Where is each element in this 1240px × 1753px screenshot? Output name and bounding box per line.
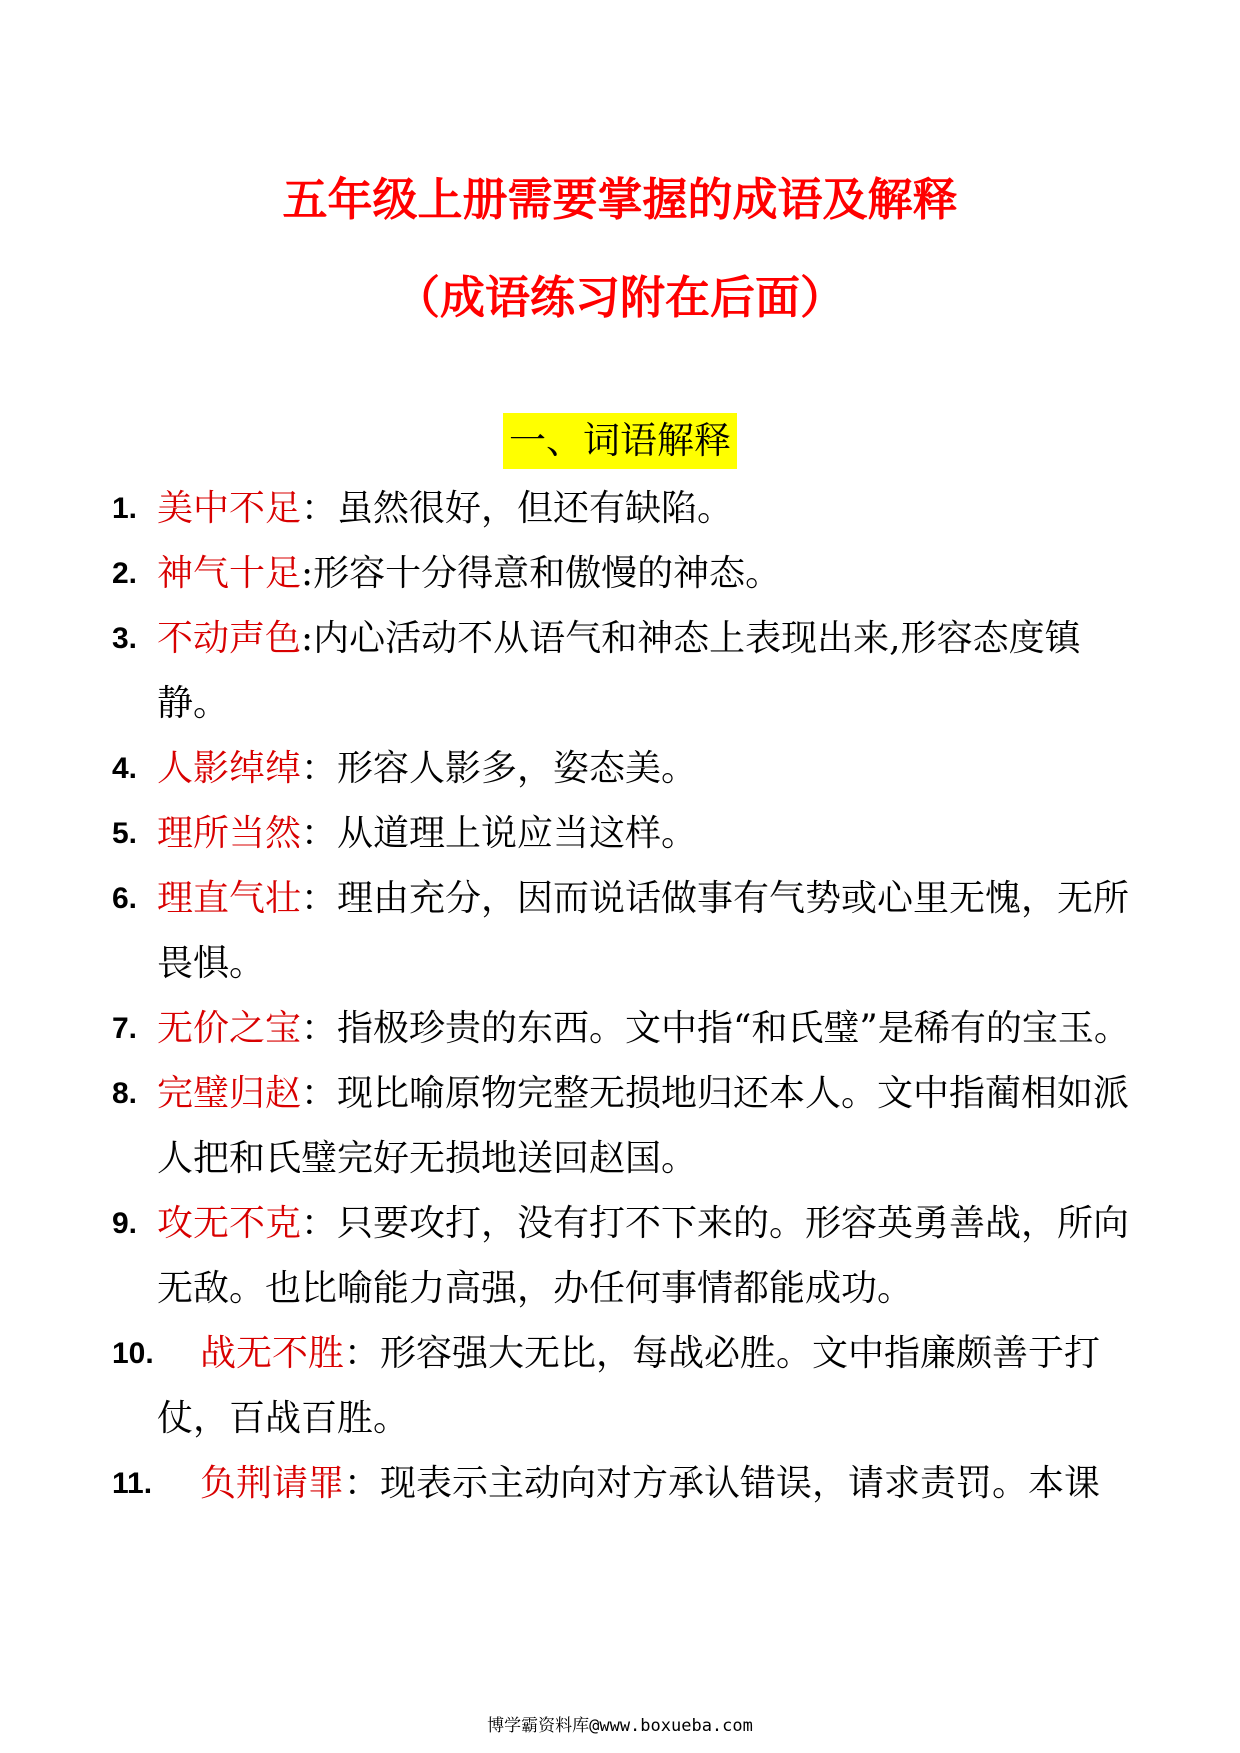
footer-watermark: 博学霸资料库@www.boxueba.com [487, 1716, 753, 1736]
section-heading-text: 一、词语解释 [503, 413, 737, 469]
item-number: 1. [112, 492, 138, 525]
list-item [112, 476, 1130, 541]
list-item [112, 866, 1130, 996]
idiom-definition: 内心活动不从语气和神态上表现出来,形容态度镇静。 [157, 618, 1081, 724]
idiom-list [112, 476, 1130, 1516]
item-number: 11. [112, 1467, 153, 1500]
item-number: 6. [112, 882, 138, 915]
separator: : [301, 553, 314, 594]
item-number: 10. [112, 1337, 154, 1370]
idiom-definition: 从道理上说应当这样。 [337, 813, 698, 854]
idiom-term: 完璧归赵 [157, 1073, 302, 1114]
item-number: 9. [112, 1207, 138, 1240]
item-number: 4. [112, 752, 138, 785]
idiom-definition: 指极珍贵的东西。文中指“和氏璧”是稀有的宝玉。 [337, 1008, 1130, 1049]
list-item [112, 1451, 1130, 1516]
separator: ： [301, 813, 338, 854]
item-number: 2. [112, 557, 138, 590]
idiom-definition: 形容人影多，姿态美。 [337, 748, 698, 789]
idiom-term: 神气十足 [157, 553, 302, 594]
idiom-term: 理直气壮 [157, 878, 302, 919]
item-number: 5. [112, 817, 138, 850]
page-subtitle: （成语练习附在后面） [394, 271, 845, 324]
idiom-term: 攻无不克 [157, 1203, 302, 1244]
idiom-definition: 只要攻打，没有打不下来的。形容英勇善战，所向无敌。也比喻能力高强，办任何事情都能成功。 [157, 1203, 1130, 1309]
list-item [112, 996, 1130, 1061]
idiom-definition: 形容十分得意和傲慢的神态。 [313, 553, 782, 594]
item-number: 3. [112, 622, 138, 655]
idiom-definition: 现比喻原物完整无损地归还本人。文中指蔺相如派人把和氏璧完好无损地送回赵国。 [157, 1073, 1130, 1179]
list-item [112, 606, 1130, 736]
separator: ： [301, 488, 338, 529]
page-title: 五年级上册需要掌握的成语及解释 [282, 173, 958, 226]
separator: : [301, 618, 314, 659]
separator: ： [301, 1203, 338, 1244]
separator: ： [344, 1333, 381, 1374]
separator: ： [344, 1463, 381, 1504]
idiom-term: 战无不胜 [200, 1333, 345, 1374]
list-item [112, 1191, 1130, 1321]
separator: ： [301, 1008, 338, 1049]
list-item [112, 801, 1130, 866]
idiom-term: 美中不足 [157, 488, 302, 529]
item-number: 7. [112, 1012, 138, 1045]
separator: ： [301, 1073, 338, 1114]
idiom-term: 不动声色 [157, 618, 302, 659]
separator: ： [301, 748, 338, 789]
idiom-term: 负荆请罪 [200, 1463, 345, 1504]
idiom-term: 人影绰绰 [157, 748, 302, 789]
idiom-definition: 虽然很好，但还有缺陷。 [337, 488, 734, 529]
idiom-definition: 理由充分，因而说话做事有气势或心里无愧，无所畏惧。 [157, 878, 1130, 984]
idiom-term: 理所当然 [157, 813, 302, 854]
idiom-term: 无价之宝 [157, 1008, 302, 1049]
list-item [112, 1321, 1130, 1451]
list-item [112, 1061, 1130, 1191]
idiom-definition: 现表示主动向对方承认错误，请求责罚。本课 [380, 1463, 1101, 1504]
separator: ： [301, 878, 338, 919]
idiom-definition: 形容强大无比，每战必胜。文中指廉颇善于打仗，百战百胜。 [157, 1333, 1101, 1439]
list-item [112, 541, 1130, 606]
item-number: 8. [112, 1077, 138, 1110]
section-heading [0, 413, 1240, 469]
list-item [112, 736, 1130, 801]
